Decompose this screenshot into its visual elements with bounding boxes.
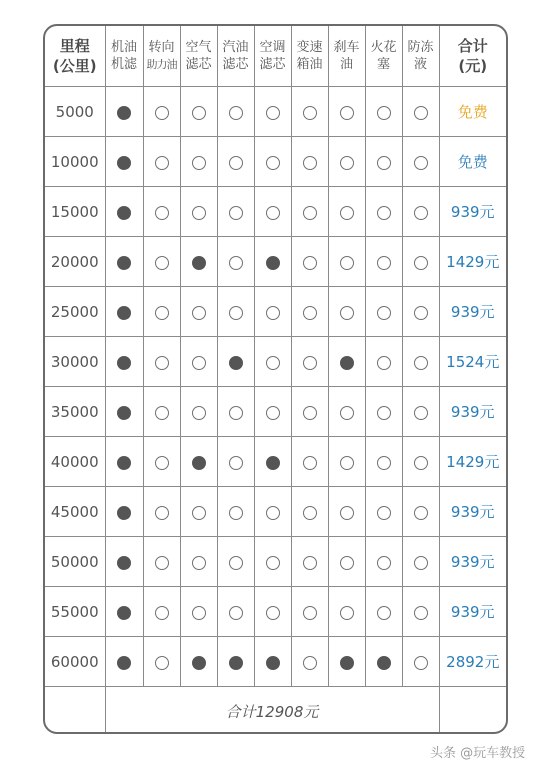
- item-cell: [143, 387, 180, 437]
- item-cell: [365, 187, 402, 237]
- mileage-cell: 25000: [45, 287, 105, 337]
- item-cell: [105, 637, 143, 687]
- empty-circle-icon: [229, 306, 243, 320]
- empty-circle-icon: [155, 656, 169, 670]
- header-line1: 刹车: [333, 40, 360, 55]
- item-cell: [105, 87, 143, 137]
- header-line2: 箱油: [296, 57, 323, 72]
- empty-circle-icon: [340, 156, 354, 170]
- item-cell: [180, 587, 217, 637]
- empty-circle-icon: [377, 256, 391, 270]
- empty-circle-icon: [266, 156, 280, 170]
- empty-circle-icon: [229, 106, 243, 120]
- item-cell: [365, 437, 402, 487]
- item-cell: [217, 437, 254, 487]
- empty-circle-icon: [377, 206, 391, 220]
- item-cell: [254, 537, 291, 587]
- item-cell: [365, 337, 402, 387]
- filled-circle-icon: [266, 256, 280, 270]
- empty-circle-icon: [377, 156, 391, 170]
- total-cell: 免费: [439, 87, 506, 137]
- item-cell: [143, 137, 180, 187]
- item-cell: [217, 587, 254, 637]
- header-power-steering: [143, 26, 180, 87]
- empty-circle-icon: [229, 556, 243, 570]
- empty-circle-icon: [414, 456, 428, 470]
- total-header: [439, 26, 506, 87]
- mileage-header: [45, 26, 105, 87]
- empty-circle-icon: [155, 606, 169, 620]
- mileage-cell: 60000: [45, 637, 105, 687]
- total-cell: 939元: [439, 187, 506, 237]
- total-cell: 免费: [439, 137, 506, 187]
- total-cell: 1524元: [439, 337, 506, 387]
- mileage-cell: 5000: [45, 87, 105, 137]
- table-row: [45, 237, 506, 287]
- item-cell: [180, 87, 217, 137]
- empty-circle-icon: [340, 256, 354, 270]
- item-cell: [105, 487, 143, 537]
- mileage-cell: 45000: [45, 487, 105, 537]
- empty-circle-icon: [303, 256, 317, 270]
- empty-circle-icon: [303, 106, 317, 120]
- empty-circle-icon: [377, 556, 391, 570]
- item-cell: [291, 237, 328, 287]
- total-header-line1: 合计: [457, 37, 488, 55]
- empty-circle-icon: [192, 556, 206, 570]
- filled-circle-icon: [117, 506, 131, 520]
- item-cell: [180, 637, 217, 687]
- table-row: [45, 387, 506, 437]
- empty-circle-icon: [377, 306, 391, 320]
- item-cell: [402, 137, 439, 187]
- empty-circle-icon: [192, 406, 206, 420]
- header-line1: 变速: [296, 40, 323, 55]
- empty-circle-icon: [414, 656, 428, 670]
- item-cell: [180, 487, 217, 537]
- empty-circle-icon: [377, 356, 391, 370]
- filled-circle-icon: [192, 656, 206, 670]
- item-cell: [402, 437, 439, 487]
- empty-circle-icon: [266, 306, 280, 320]
- item-cell: [365, 237, 402, 287]
- empty-circle-icon: [377, 106, 391, 120]
- watermark-text: 头条 @玩车教授: [430, 746, 526, 761]
- filled-circle-icon: [229, 356, 243, 370]
- summary-blank-total-cell: [439, 687, 506, 735]
- table-row: [45, 437, 506, 487]
- item-cell: [254, 337, 291, 387]
- item-cell: [180, 137, 217, 187]
- item-cell: [254, 437, 291, 487]
- item-cell: [143, 237, 180, 287]
- empty-circle-icon: [229, 506, 243, 520]
- table-row: [45, 187, 506, 237]
- header-line2: [144, 56, 180, 73]
- total-cell: 939元: [439, 287, 506, 337]
- filled-circle-icon: [117, 556, 131, 570]
- item-cell: [254, 137, 291, 187]
- item-cell: [328, 237, 365, 287]
- header-line1: 防冻: [407, 40, 434, 55]
- item-cell: [402, 587, 439, 637]
- item-cell: [291, 187, 328, 237]
- item-cell: [180, 237, 217, 287]
- empty-circle-icon: [303, 156, 317, 170]
- item-cell: [143, 87, 180, 137]
- item-cell: [365, 587, 402, 637]
- item-cell: [365, 487, 402, 537]
- empty-circle-icon: [340, 506, 354, 520]
- empty-circle-icon: [155, 456, 169, 470]
- header-line1: 汽油: [222, 40, 249, 55]
- filled-circle-icon: [192, 256, 206, 270]
- filled-circle-icon: [266, 456, 280, 470]
- mileage-cell: 10000: [45, 137, 105, 187]
- item-cell: [217, 337, 254, 387]
- header-brake-fluid: [328, 26, 365, 87]
- item-cell: [217, 637, 254, 687]
- empty-circle-icon: [303, 206, 317, 220]
- empty-circle-icon: [414, 306, 428, 320]
- mileage-cell: 55000: [45, 587, 105, 637]
- mileage-cell: 30000: [45, 337, 105, 387]
- item-cell: [217, 287, 254, 337]
- empty-circle-icon: [303, 556, 317, 570]
- empty-circle-icon: [155, 556, 169, 570]
- empty-circle-icon: [340, 556, 354, 570]
- item-cell: [143, 337, 180, 387]
- empty-circle-icon: [303, 506, 317, 520]
- empty-circle-icon: [303, 406, 317, 420]
- item-cell: [402, 337, 439, 387]
- item-cell: [328, 187, 365, 237]
- empty-circle-icon: [229, 156, 243, 170]
- item-cell: [328, 587, 365, 637]
- item-cell: [180, 387, 217, 437]
- empty-circle-icon: [192, 156, 206, 170]
- header-line1: 机油: [110, 40, 137, 55]
- empty-circle-icon: [266, 406, 280, 420]
- empty-circle-icon: [229, 206, 243, 220]
- table-row: [45, 587, 506, 637]
- item-cell: [291, 137, 328, 187]
- item-cell: [328, 437, 365, 487]
- empty-circle-icon: [414, 356, 428, 370]
- item-cell: [217, 537, 254, 587]
- empty-circle-icon: [266, 506, 280, 520]
- item-cell: [328, 537, 365, 587]
- item-cell: [328, 87, 365, 137]
- filled-circle-icon: [266, 656, 280, 670]
- empty-circle-icon: [414, 506, 428, 520]
- item-cell: [328, 637, 365, 687]
- mileage-header-line1: 里程: [59, 37, 90, 55]
- empty-circle-icon: [377, 456, 391, 470]
- table-row: [45, 487, 506, 537]
- item-cell: [365, 87, 402, 137]
- item-cell: [105, 137, 143, 187]
- header-spark-plug: [365, 26, 402, 87]
- header-line1: 空气: [185, 40, 212, 55]
- empty-circle-icon: [414, 106, 428, 120]
- item-cell: [180, 337, 217, 387]
- item-cell: [217, 487, 254, 537]
- header-antifreeze: [402, 26, 439, 87]
- item-cell: [291, 487, 328, 537]
- item-cell: [402, 237, 439, 287]
- item-cell: [291, 637, 328, 687]
- filled-circle-icon: [117, 356, 131, 370]
- empty-circle-icon: [377, 406, 391, 420]
- item-cell: [254, 637, 291, 687]
- table-row: [45, 287, 506, 337]
- header-oil-filter: [105, 26, 143, 87]
- item-cell: [291, 587, 328, 637]
- header-line2: 机滤: [110, 57, 137, 72]
- header-line2: 滤芯: [185, 57, 212, 72]
- filled-circle-icon: [229, 656, 243, 670]
- header-line2: 滤芯: [222, 57, 249, 72]
- mileage-cell: 15000: [45, 187, 105, 237]
- item-cell: [402, 487, 439, 537]
- empty-circle-icon: [155, 356, 169, 370]
- empty-circle-icon: [229, 456, 243, 470]
- empty-circle-icon: [414, 206, 428, 220]
- item-cell: [328, 487, 365, 537]
- empty-circle-icon: [303, 656, 317, 670]
- item-cell: [328, 287, 365, 337]
- empty-circle-icon: [340, 606, 354, 620]
- item-cell: [254, 87, 291, 137]
- total-cell: 2892元: [439, 637, 506, 687]
- empty-circle-icon: [192, 306, 206, 320]
- summary-row: [45, 687, 506, 735]
- item-cell: [254, 187, 291, 237]
- empty-circle-icon: [155, 406, 169, 420]
- item-cell: [365, 287, 402, 337]
- item-cell: [254, 237, 291, 287]
- item-cell: [291, 537, 328, 587]
- header-row: [45, 26, 506, 87]
- item-cell: [217, 387, 254, 437]
- filled-circle-icon: [340, 656, 354, 670]
- empty-circle-icon: [303, 306, 317, 320]
- table-row: [45, 87, 506, 137]
- empty-circle-icon: [192, 206, 206, 220]
- item-cell: [402, 287, 439, 337]
- total-cell: 939元: [439, 587, 506, 637]
- mileage-cell: 40000: [45, 437, 105, 487]
- item-cell: [291, 387, 328, 437]
- filled-circle-icon: [340, 356, 354, 370]
- filled-circle-icon: [117, 206, 131, 220]
- table-row: [45, 537, 506, 587]
- empty-circle-icon: [414, 156, 428, 170]
- filled-circle-icon: [117, 406, 131, 420]
- item-cell: [217, 187, 254, 237]
- empty-circle-icon: [192, 506, 206, 520]
- empty-circle-icon: [266, 356, 280, 370]
- item-cell: [180, 187, 217, 237]
- empty-circle-icon: [303, 606, 317, 620]
- header-line1: 空调: [259, 40, 286, 55]
- header-ac-filter: [254, 26, 291, 87]
- item-cell: [254, 387, 291, 437]
- filled-circle-icon: [377, 656, 391, 670]
- header-line2: 油: [339, 57, 353, 72]
- empty-circle-icon: [155, 306, 169, 320]
- item-cell: [143, 537, 180, 587]
- schedule-body: [45, 87, 506, 735]
- empty-circle-icon: [192, 606, 206, 620]
- item-cell: [143, 287, 180, 337]
- item-cell: [254, 587, 291, 637]
- item-cell: [105, 387, 143, 437]
- item-cell: [328, 137, 365, 187]
- mileage-cell: 20000: [45, 237, 105, 287]
- item-cell: [143, 487, 180, 537]
- empty-circle-icon: [192, 106, 206, 120]
- item-cell: [402, 387, 439, 437]
- item-cell: [143, 637, 180, 687]
- empty-circle-icon: [229, 256, 243, 270]
- mileage-cell: 35000: [45, 387, 105, 437]
- item-cell: [402, 187, 439, 237]
- schedule-grid: [45, 26, 506, 734]
- filled-circle-icon: [117, 156, 131, 170]
- table-row: [45, 637, 506, 687]
- header-line2-text: 助力油: [146, 58, 177, 71]
- empty-circle-icon: [266, 106, 280, 120]
- item-cell: [365, 637, 402, 687]
- item-cell: [402, 537, 439, 587]
- header-line2: 滤芯: [259, 57, 286, 72]
- item-cell: [328, 387, 365, 437]
- item-cell: [105, 437, 143, 487]
- item-cell: [105, 537, 143, 587]
- item-cell: [217, 87, 254, 137]
- empty-circle-icon: [340, 406, 354, 420]
- total-cell: 1429元: [439, 237, 506, 287]
- header-line2: 液: [413, 57, 427, 72]
- header-line1: 转向: [148, 40, 175, 55]
- item-cell: [365, 387, 402, 437]
- item-cell: [143, 187, 180, 237]
- empty-circle-icon: [266, 556, 280, 570]
- header-air-filter: [180, 26, 217, 87]
- item-cell: [365, 137, 402, 187]
- summary-blank-cell: [45, 687, 105, 735]
- empty-circle-icon: [155, 256, 169, 270]
- header-line2: 塞: [376, 57, 390, 72]
- empty-circle-icon: [229, 606, 243, 620]
- empty-circle-icon: [377, 506, 391, 520]
- summary-total-text: 合计12908元: [105, 687, 439, 735]
- mileage-header-line2: (公里): [52, 57, 97, 75]
- empty-circle-icon: [155, 156, 169, 170]
- filled-circle-icon: [192, 456, 206, 470]
- filled-circle-icon: [117, 256, 131, 270]
- empty-circle-icon: [414, 606, 428, 620]
- maintenance-schedule-table: [43, 24, 508, 734]
- empty-circle-icon: [155, 506, 169, 520]
- total-cell: 939元: [439, 387, 506, 437]
- total-header-line2: (元): [458, 57, 488, 75]
- empty-circle-icon: [377, 606, 391, 620]
- header-fuel-filter: [217, 26, 254, 87]
- empty-circle-icon: [414, 406, 428, 420]
- empty-circle-icon: [303, 356, 317, 370]
- table-row: [45, 337, 506, 387]
- item-cell: [105, 587, 143, 637]
- empty-circle-icon: [155, 106, 169, 120]
- item-cell: [291, 337, 328, 387]
- empty-circle-icon: [303, 456, 317, 470]
- filled-circle-icon: [117, 456, 131, 470]
- item-cell: [254, 287, 291, 337]
- item-cell: [143, 437, 180, 487]
- item-cell: [105, 337, 143, 387]
- empty-circle-icon: [340, 456, 354, 470]
- header-line1: 火花: [370, 40, 397, 55]
- filled-circle-icon: [117, 606, 131, 620]
- item-cell: [328, 337, 365, 387]
- item-cell: [105, 187, 143, 237]
- item-cell: [291, 437, 328, 487]
- mileage-cell: 50000: [45, 537, 105, 587]
- item-cell: [217, 137, 254, 187]
- empty-circle-icon: [229, 406, 243, 420]
- empty-circle-icon: [340, 206, 354, 220]
- filled-circle-icon: [117, 106, 131, 120]
- item-cell: [105, 287, 143, 337]
- empty-circle-icon: [414, 556, 428, 570]
- item-cell: [217, 237, 254, 287]
- item-cell: [254, 487, 291, 537]
- total-cell: 939元: [439, 487, 506, 537]
- filled-circle-icon: [117, 306, 131, 320]
- item-cell: [180, 287, 217, 337]
- table-row: [45, 137, 506, 187]
- item-cell: [402, 637, 439, 687]
- item-cell: [105, 237, 143, 287]
- filled-circle-icon: [117, 656, 131, 670]
- empty-circle-icon: [155, 206, 169, 220]
- item-cell: [365, 537, 402, 587]
- item-cell: [180, 437, 217, 487]
- empty-circle-icon: [266, 206, 280, 220]
- empty-circle-icon: [414, 256, 428, 270]
- header-transmission-oil: [291, 26, 328, 87]
- empty-circle-icon: [340, 106, 354, 120]
- empty-circle-icon: [340, 306, 354, 320]
- item-cell: [291, 287, 328, 337]
- item-cell: [291, 87, 328, 137]
- item-cell: [180, 537, 217, 587]
- total-cell: 1429元: [439, 437, 506, 487]
- total-cell: 939元: [439, 537, 506, 587]
- empty-circle-icon: [192, 356, 206, 370]
- item-cell: [143, 587, 180, 637]
- item-cell: [402, 87, 439, 137]
- empty-circle-icon: [266, 606, 280, 620]
